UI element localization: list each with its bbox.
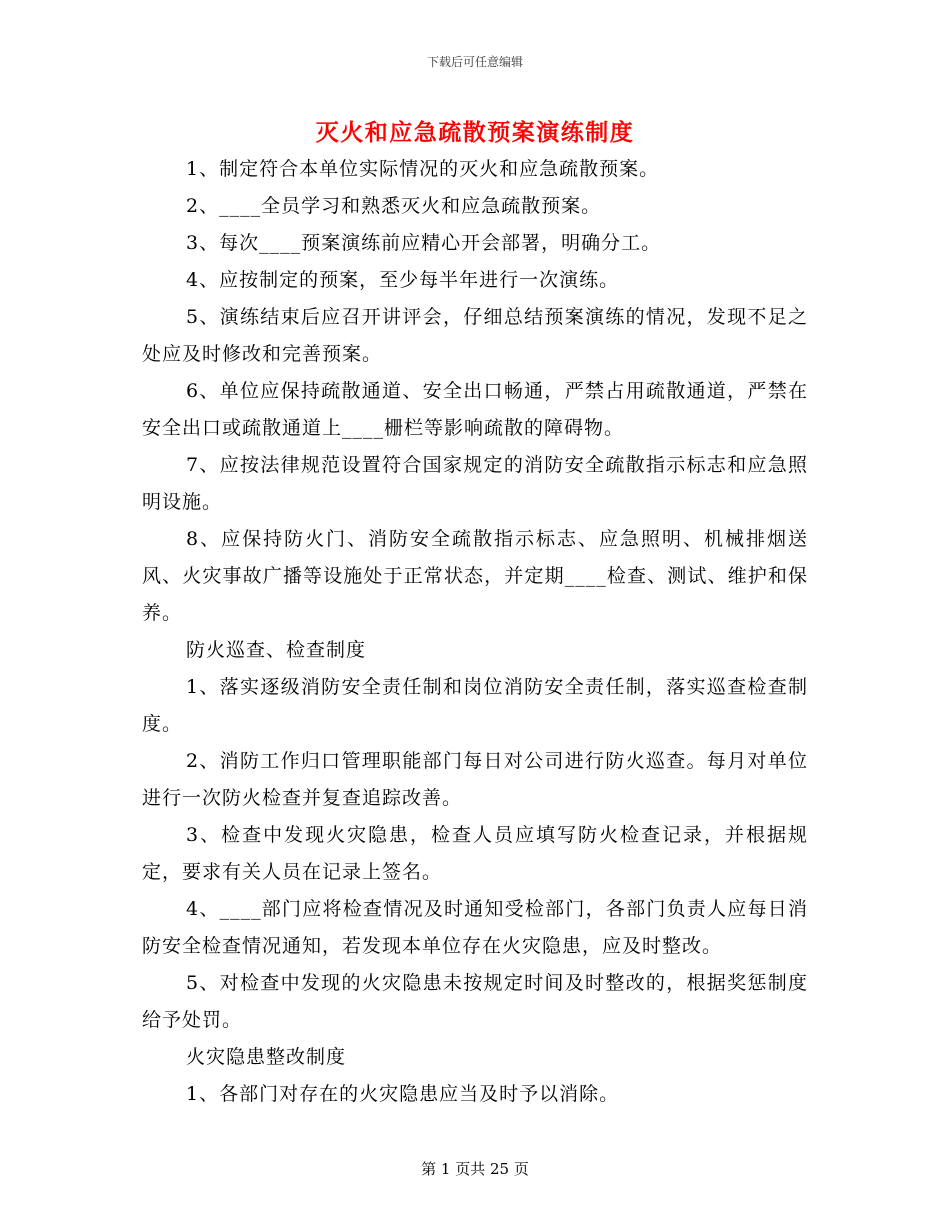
section3-heading: 火灾隐患整改制度 — [186, 1046, 347, 1068]
section2-item-2: 2、消防工作归口管理职能部门每日对公司进行防火巡查。每月对单位进行一次防火检查并复查追踪改善。 — [142, 750, 808, 809]
section1-item-1: 1、制定符合本单位实际情况的灭火和应急疏散预案。 — [186, 158, 660, 180]
section1-item-7: 7、应按法律规范设置符合国家规定的消防安全疏散指示标志和应急照明设施。 — [142, 454, 808, 513]
section2-item-4: 4、____部门应将检查情况及时通知受检部门，各部门负责人应每日消防安全检查情况通知，若发现本单位存在火灾隐患，应及时整改。 — [142, 898, 808, 957]
page-header: 下载后可任意编辑 — [426, 55, 523, 69]
document-body — [142, 151, 808, 1113]
section3-item-1: 1、各部门对存在的火灾隐患应当及时予以消除。 — [186, 1083, 620, 1105]
document-title: 灭火和应急疏散预案演练制度 — [315, 119, 635, 146]
section1-item-4: 4、应按制定的预案，至少每半年进行一次演练。 — [186, 269, 620, 291]
section1-item-5: 5、演练结束后应召开讲评会，仔细总结预案演练的情况，发现不足之处应及时修改和完善预案。 — [142, 306, 808, 365]
section1-item-3: 3、每次____预案演练前应精心开会部署，明确分工。 — [186, 232, 662, 254]
page-number: 第 1 页共 25 页 — [421, 1160, 529, 1178]
section2-item-3: 3、检查中发现火灾隐患，检查人员应填写防火检查记录，并根据规定，要求有关人员在记录上签名。 — [142, 824, 808, 883]
section1-item-6: 6、单位应保持疏散通道、安全出口畅通，严禁占用疏散通道，严禁在安全出口或疏散通道上____栅栏等影响疏散的障碍物。 — [142, 380, 808, 439]
section2-item-5: 5、对检查中发现的火灾隐患未按规定时间及时整改的，根据奖惩制度给予处罚。 — [142, 972, 808, 1031]
section2-heading: 防火巡查、检查制度 — [186, 639, 367, 661]
section2-item-1: 1、落实逐级消防安全责任制和岗位消防安全责任制，落实巡查检查制度。 — [142, 676, 808, 735]
section1-item-2: 2、____全员学习和熟悉灭火和应急疏散预案。 — [186, 195, 602, 217]
section1-item-8: 8、应保持防火门、消防安全疏散指示标志、应急照明、机械排烟送风、火灾事故广播等设施处于正常状态，并定期____检查、测试、维护和保养。 — [142, 528, 808, 624]
